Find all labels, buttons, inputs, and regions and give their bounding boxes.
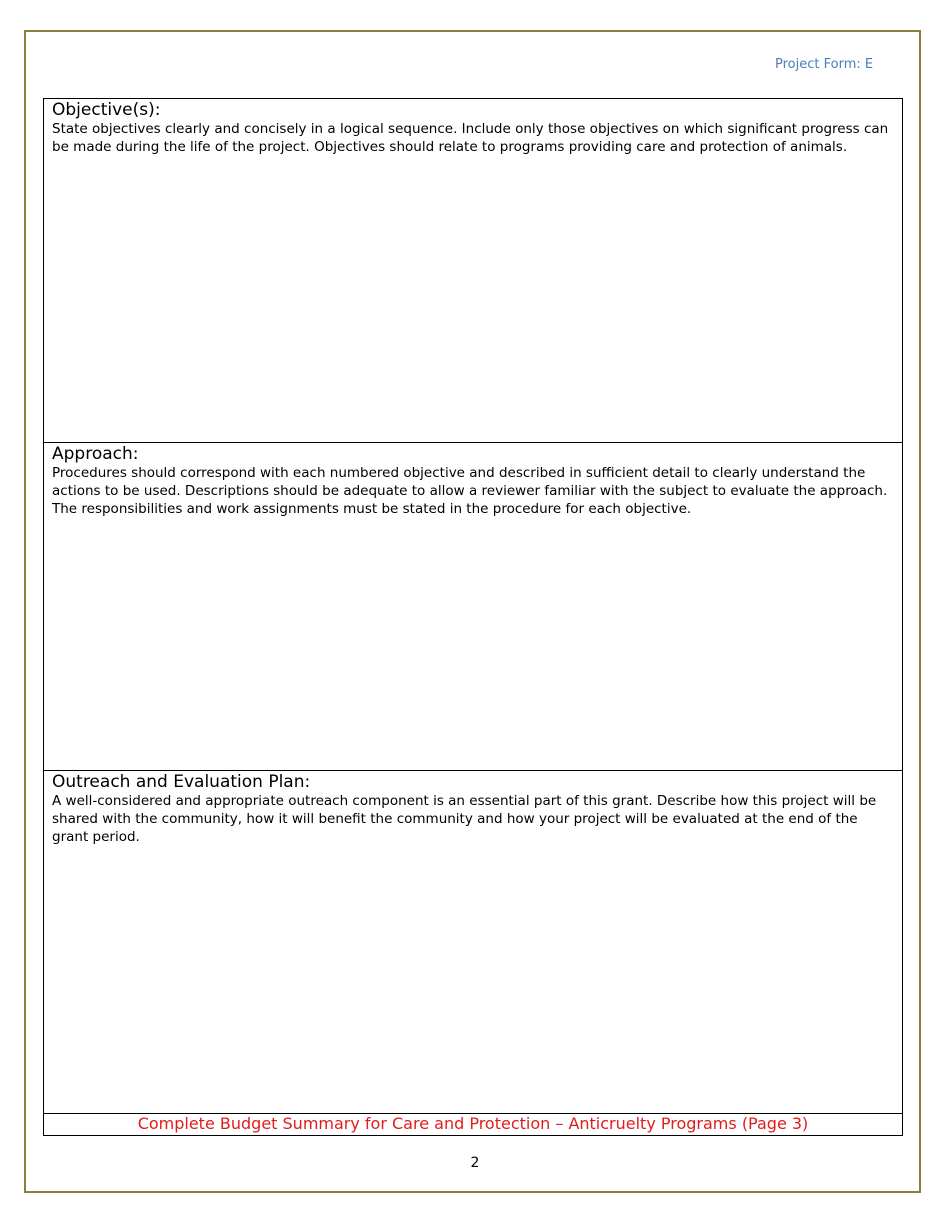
- project-form-label: Project Form: E: [775, 57, 874, 72]
- objectives-heading: Objective(s):: [52, 100, 161, 120]
- budget-summary-note: Complete Budget Summary for Care and Protection – Anticruelty Programs (Page 3): [137, 1114, 809, 1133]
- outreach-heading: Outreach and Evaluation Plan:: [52, 772, 311, 792]
- approach-section[interactable]: [44, 444, 902, 771]
- outreach-section[interactable]: [44, 772, 902, 1114]
- objectives-description: State objectives clearly and concisely in a logical sequence. Include only those objectives on which significant progress can be made during the life of the project. Objectives should relate to programs providing care and protection of animals.: [52, 121, 889, 155]
- approach-description: Procedures should correspond with each numbered objective and described in sufficient detail to clearly understand the actions to be used. Descriptions should be adequate to allow a reviewer familiar with the subject to evaluate the approach. The responsibilities and work assignments must be stated in the procedure for each objective.: [52, 465, 888, 517]
- approach-heading: Approach:: [52, 444, 139, 464]
- page-number: 2: [470, 1155, 480, 1171]
- objectives-section[interactable]: [44, 100, 902, 443]
- outreach-description: A well-considered and appropriate outreach component is an essential part of this grant. Describe how this project will be shared with the community, how it will benefit the community and how your project will be evaluated at the end of the grant period.: [52, 793, 877, 845]
- project-form-table: [43, 98, 903, 1136]
